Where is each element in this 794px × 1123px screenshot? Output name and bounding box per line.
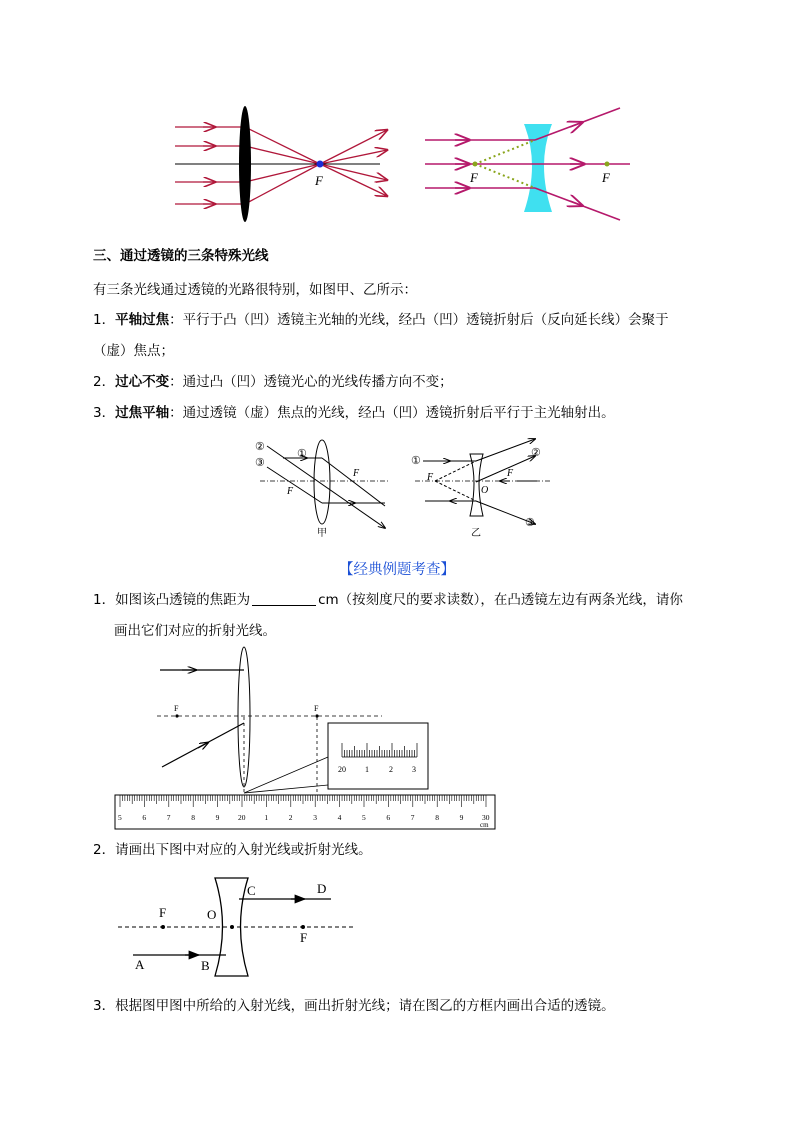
yi-focus-b: F <box>507 468 514 479</box>
jia-convex-lens <box>314 440 330 524</box>
inset-label-1: 1 <box>365 765 369 774</box>
question-2: 2．请画出下图中对应的入射光线或折射光线。 <box>93 842 372 858</box>
label-O: O <box>207 907 217 922</box>
ruler-label: 30 <box>482 813 490 822</box>
rule-1-bold: 平轴过焦 <box>115 312 170 328</box>
focus-right-point <box>605 162 610 167</box>
ruler-unit: cm <box>480 821 489 829</box>
problem-focus-right-point <box>301 925 305 929</box>
ruler-label: 2 <box>288 813 293 822</box>
convex-lens-figure <box>165 100 395 228</box>
rule-1-cont: （虚）焦点； <box>93 343 174 359</box>
label-B: B <box>201 958 210 973</box>
ruler-focus-right: F <box>314 704 319 713</box>
label-A: A <box>135 957 145 972</box>
question-3: 3．根据图甲图中所给的入射光线，画出折射光线；请在图乙的方框内画出合适的透镜。 <box>93 998 615 1014</box>
inset-label-20: 20 <box>338 765 346 774</box>
rule-1 <box>93 310 669 330</box>
ruler-focus-left-point <box>175 714 178 717</box>
yi-ray-3: ③ <box>525 517 535 529</box>
rule-2-bold: 过心不变 <box>115 374 170 390</box>
jia-caption: 甲 <box>317 528 327 539</box>
problem-center-point <box>230 925 234 929</box>
ruler-figure <box>112 645 500 833</box>
ruler-label: 8 <box>435 813 439 822</box>
label-C: C <box>247 883 256 898</box>
rule-3 <box>93 403 615 423</box>
ruler-label: 4 <box>337 813 342 822</box>
rule-3-bold: 过焦平轴 <box>115 405 170 421</box>
rule-2-num: 2． <box>93 374 116 390</box>
ruler-label: 9 <box>215 813 220 822</box>
ruler-label: 7 <box>410 813 415 822</box>
question-1 <box>93 590 683 610</box>
ruler-label: 8 <box>191 813 195 822</box>
examples-title: 【经典例题考查】 <box>339 562 455 578</box>
focus-left-point <box>473 162 478 167</box>
focus-point <box>317 161 324 168</box>
ruler-label: 7 <box>166 813 171 822</box>
jia-focus-b: F <box>287 486 294 497</box>
ruler-label: 6 <box>386 813 391 822</box>
ruler <box>115 795 495 829</box>
ruler-label: 6 <box>142 813 147 822</box>
question-1-suffix: cm（按刻度尺的要求读数），在凸透镜左边有两条光线，请你 <box>318 592 683 608</box>
answer-blank[interactable] <box>252 591 316 606</box>
yi-ray-2: ② <box>531 447 541 459</box>
question-1-cont: 画出它们对应的折射光线。 <box>114 623 276 639</box>
rule-3-text: ：通过透镜（虚）焦点的光线，经凸（凹）透镜折射后平行于主光轴射出。 <box>169 405 615 421</box>
yi-caption: 乙 <box>471 528 481 539</box>
section-intro: 有三条光线通过透镜的光路很特别，如图甲、乙所示： <box>93 282 417 298</box>
label-D: D <box>317 881 327 896</box>
ruler-label: 20 <box>238 813 246 822</box>
inset-label-3: 3 <box>412 765 416 774</box>
ruler-label: 5 <box>362 813 366 822</box>
label-F-right: F <box>300 930 308 945</box>
focus-left-label: F <box>470 170 478 185</box>
section-title: 三、通过透镜的三条特殊光线 <box>93 248 269 264</box>
concave-lens-figure <box>420 100 640 228</box>
ruler-label: 3 <box>313 813 317 822</box>
yi-focus-a: F <box>427 472 434 483</box>
concave-problem-figure <box>115 870 365 982</box>
focus-label: F <box>315 173 323 188</box>
special-rays-figure <box>245 436 565 546</box>
jia-ray-1: ① <box>297 448 307 460</box>
ruler-inset <box>328 723 428 789</box>
focus-right-label: F <box>602 170 610 185</box>
yi-ray-1: ① <box>411 455 421 467</box>
ruler-label: 5 <box>118 813 122 822</box>
concave-lens <box>524 124 552 212</box>
inset-label-2: 2 <box>389 765 393 774</box>
rule-1-num: 1． <box>93 312 116 328</box>
rule-1-text: ：平行于凸（凹）透镜主光轴的光线，经凸（凹）透镜折射后（反向延长线）会聚于 <box>169 312 669 328</box>
jia-focus-a: F <box>353 468 360 479</box>
label-F-left: F <box>159 905 167 920</box>
question-1-prefix: 1．如图该凸透镜的焦距为 <box>93 592 251 608</box>
rule-3-num: 3． <box>93 405 116 421</box>
rule-2-text: ：通过凸（凹）透镜光心的光线传播方向不变； <box>169 374 453 390</box>
ruler-focus-left: F <box>174 704 179 713</box>
convex-lens <box>239 106 251 222</box>
ruler-label: 1 <box>264 813 269 822</box>
rule-2 <box>93 372 453 392</box>
problem-focus-left-point <box>161 925 165 929</box>
jia-ray-3: ③ <box>255 457 265 469</box>
yi-center: O <box>481 485 489 496</box>
jia-ray-2: ② <box>255 441 265 453</box>
ruler-label: 9 <box>459 813 464 822</box>
